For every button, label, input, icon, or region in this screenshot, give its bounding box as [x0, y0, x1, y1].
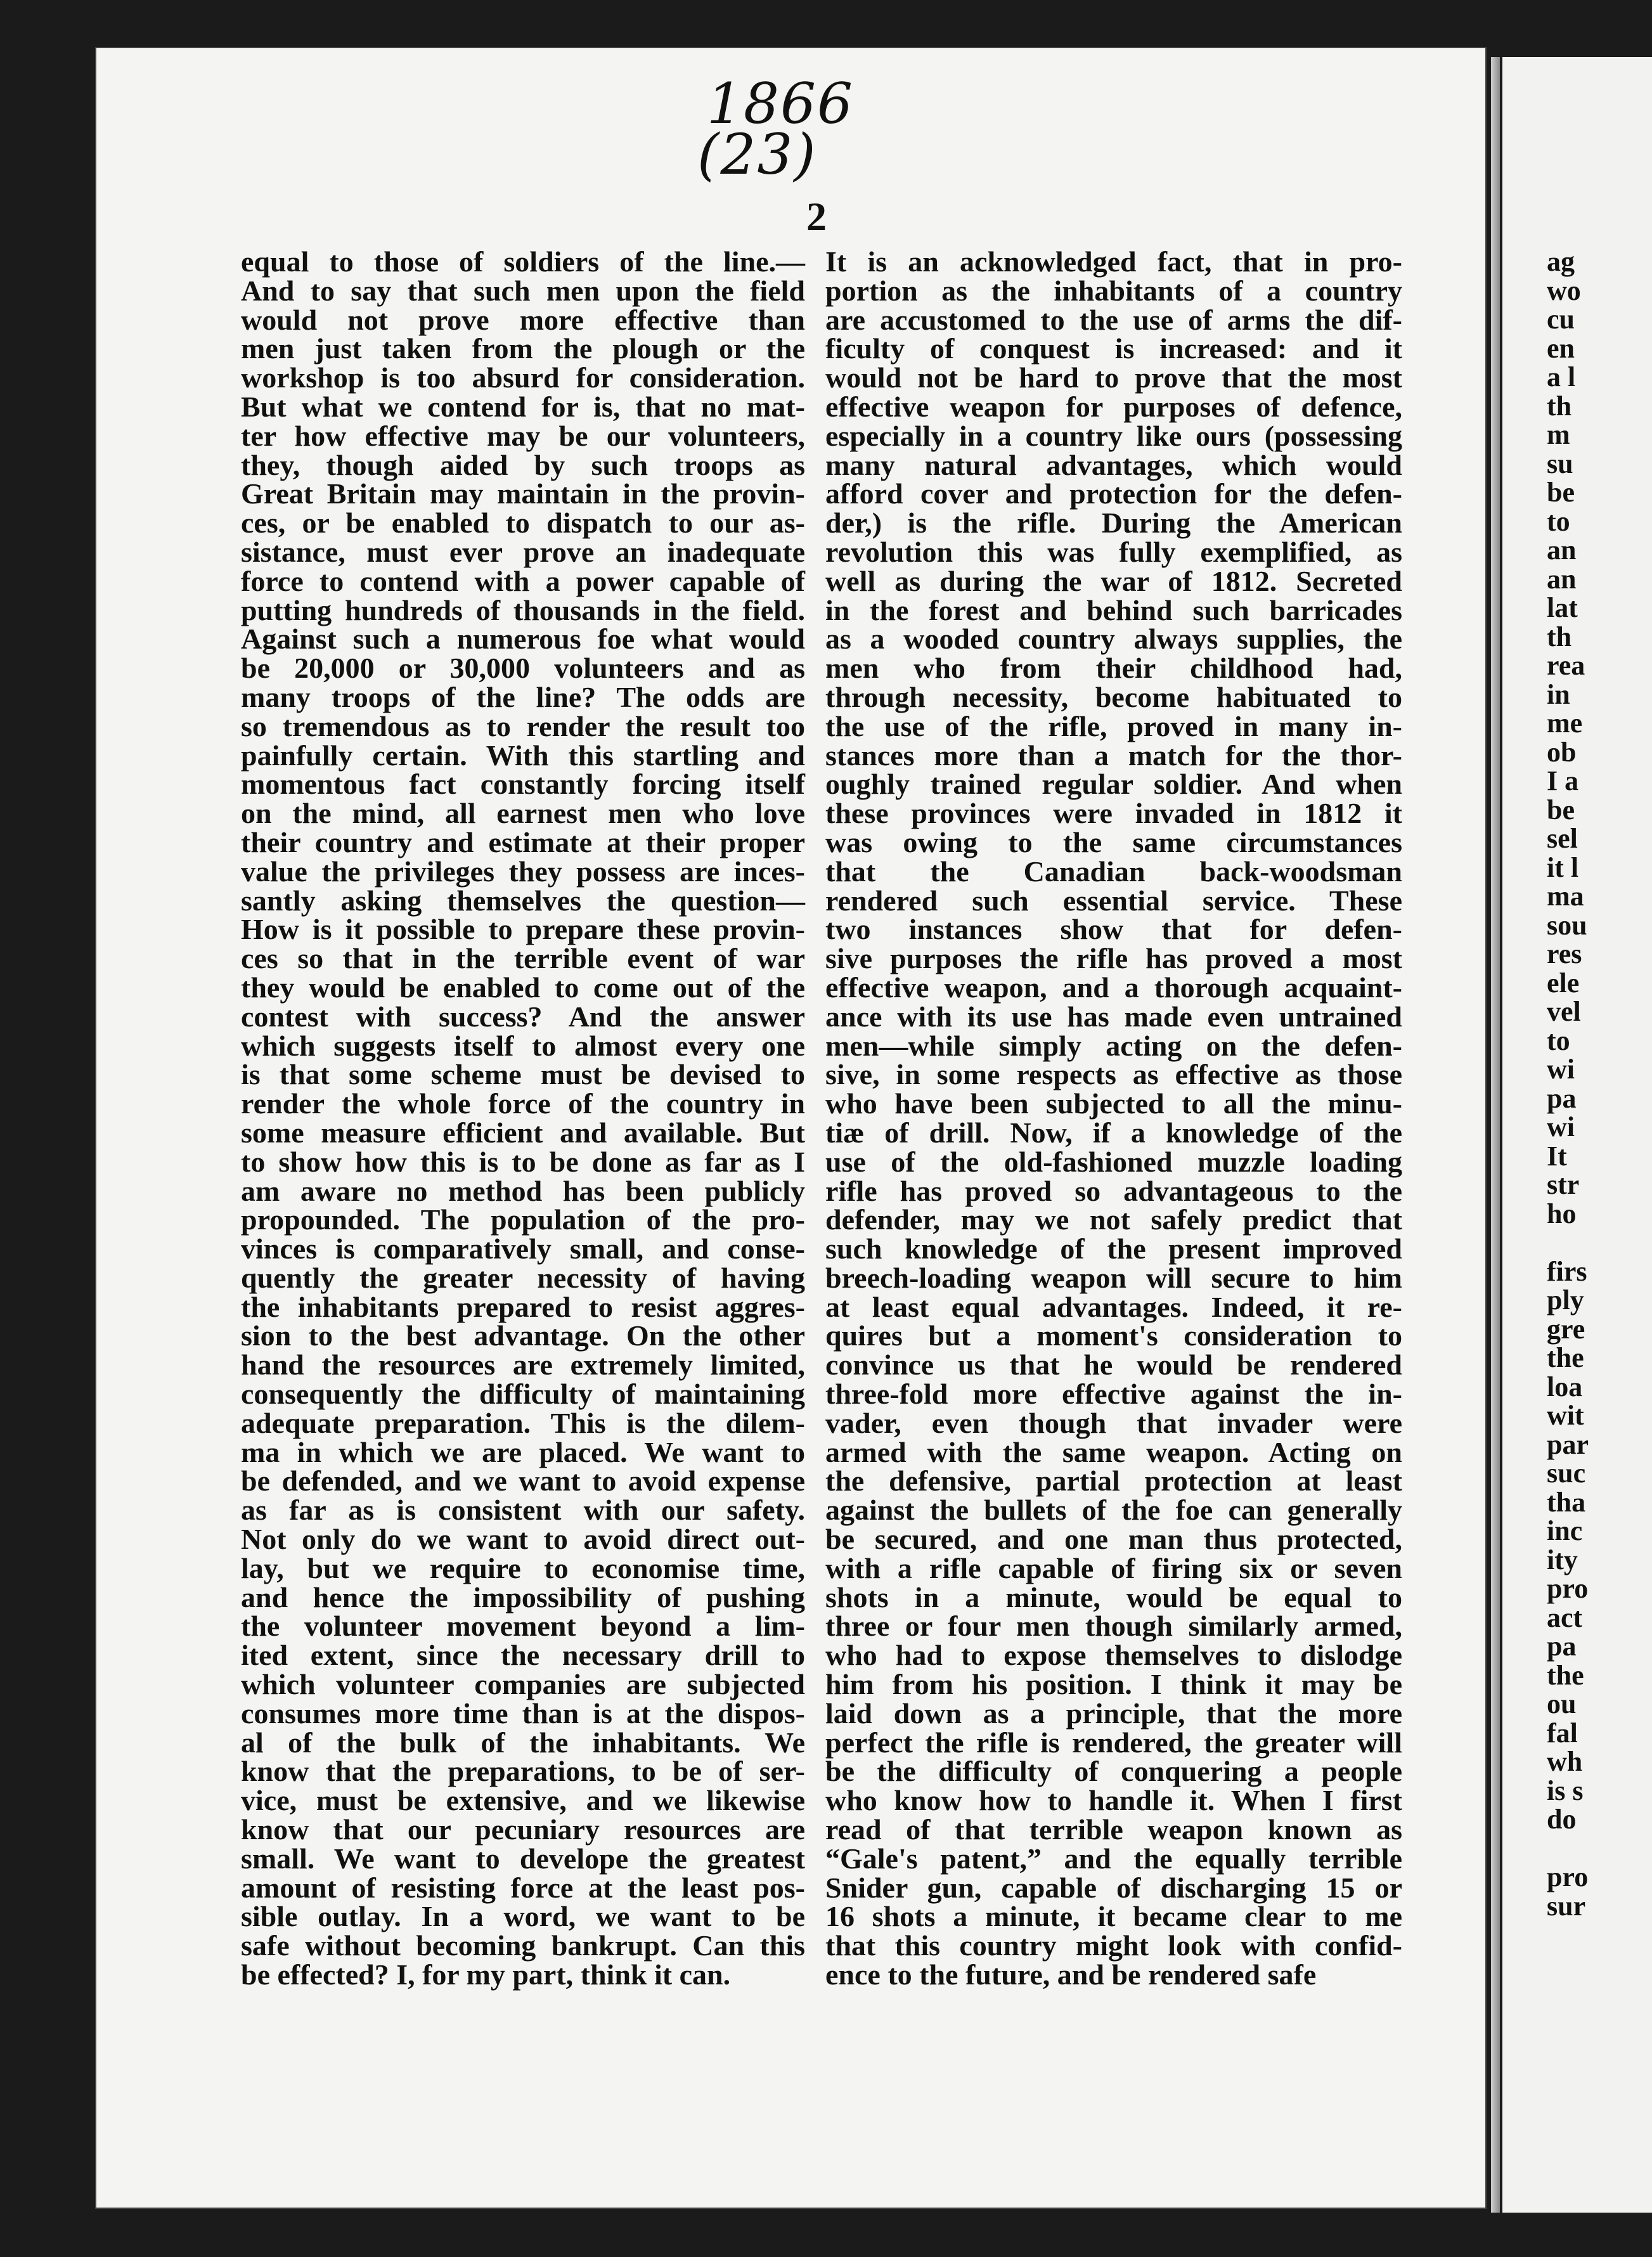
text-line: men just taken from the plough or the — [241, 332, 805, 365]
text-line: tiæ of drill. Now, if a knowledge of the — [825, 1116, 1402, 1149]
text-line: the use of the rifle, proved in many in- — [825, 709, 1402, 742]
text-line: be defended, and we want to avoid expense — [241, 1465, 805, 1497]
text-line: putting hundreds of thousands in the field. — [241, 593, 805, 626]
text-line: laid down as a principle, that the more — [825, 1697, 1402, 1730]
text-line: who have been subjected to all the minu- — [825, 1087, 1402, 1120]
adjacent-page-fragment: wi — [1547, 1054, 1575, 1085]
text-line: many natural advantages, which would — [825, 448, 1402, 481]
text-line: sive, in some respects as effective as those — [825, 1058, 1402, 1091]
text-line: And to say that such men upon the field — [241, 274, 805, 307]
adjacent-page-text — [1547, 247, 1589, 1920]
text-line: contest with success? And the answer — [241, 1000, 805, 1033]
adjacent-page-fragment: an — [1547, 534, 1577, 566]
text-line: momentous fact constantly forcing itself — [241, 768, 805, 801]
adjacent-page-fragment: loa — [1547, 1371, 1583, 1402]
text-line: on the mind, all earnest men who love — [241, 797, 805, 830]
text-column-right — [825, 247, 1402, 1989]
text-line: at least equal advantages. Indeed, it re- — [825, 1290, 1402, 1323]
handwritten-year: 1866 — [707, 71, 854, 136]
adjacent-page-fragment: th — [1547, 390, 1572, 422]
text-line: ence to the future, and be rendered safe — [825, 1958, 1317, 1991]
text-line: sistance, must ever prove an inadequate — [241, 535, 805, 568]
text-line: three or four men though similarly armed, — [825, 1610, 1402, 1643]
text-line: force to contend with a power capable of — [241, 564, 805, 597]
text-line: these provinces were invaded in 1812 it — [825, 797, 1402, 830]
adjacent-page-fragment: rea — [1547, 650, 1585, 681]
adjacent-page — [1502, 57, 1652, 2213]
text-line: are accustomed to the use of arms the dif- — [825, 303, 1402, 336]
text-line: they, though aided by such troops as — [241, 448, 805, 481]
adjacent-page-fragment — [1547, 1228, 1589, 1257]
text-line: defender, may we not safely predict that — [825, 1203, 1402, 1236]
text-line: men who from their childhood had, — [825, 652, 1402, 685]
adjacent-page-fragment: be — [1547, 794, 1575, 825]
text-line: vader, even though that invader were — [825, 1406, 1402, 1439]
text-line: shots in a minute, would be equal to — [825, 1581, 1402, 1614]
adjacent-page-fragment: ma — [1547, 881, 1584, 912]
adjacent-page-fragment: wi — [1547, 1111, 1575, 1142]
adjacent-page-fragment: ob — [1547, 736, 1577, 768]
text-line: ter how effective may be our volunteers, — [241, 419, 805, 452]
text-line: in the forest and behind such barricades — [825, 593, 1402, 626]
adjacent-page-fragment: wh — [1547, 1746, 1583, 1777]
adjacent-page-fragment: par — [1547, 1428, 1589, 1460]
text-line: that this country might look with confid- — [825, 1929, 1402, 1962]
text-line: to show how this is to be done as far as I — [241, 1145, 805, 1178]
text-line: him from his position. I think it may be — [825, 1668, 1402, 1701]
text-line: they would be enabled to come out of the — [241, 971, 805, 1004]
text-line: propounded. The population of the pro- — [241, 1203, 805, 1236]
adjacent-page-fragment: res — [1547, 938, 1582, 969]
text-line: sible outlay. In a word, we want to be — [241, 1900, 805, 1933]
adjacent-page-fragment — [1547, 1834, 1589, 1863]
adjacent-page-fragment: pro — [1547, 1861, 1589, 1892]
adjacent-page-fragment: a l — [1547, 361, 1576, 392]
text-line: three-fold more effective against the in- — [825, 1378, 1402, 1411]
text-line: workshop is too absurd for consideration. — [241, 361, 805, 394]
text-line: men—while simply acting on the defen- — [825, 1029, 1402, 1062]
adjacent-page-fragment: en — [1547, 332, 1575, 364]
adjacent-page-fragment: wo — [1547, 275, 1581, 306]
adjacent-page-fragment: suc — [1547, 1458, 1586, 1489]
text-line: consequently the difficulty of maintaining — [241, 1378, 805, 1411]
text-column-left — [241, 247, 805, 1989]
text-line: know that our pecuniary resources are — [241, 1813, 805, 1846]
adjacent-page-fragment: lat — [1547, 592, 1578, 623]
text-line: afford cover and protection for the defen- — [825, 477, 1402, 510]
adjacent-page-fragment: me — [1547, 708, 1583, 739]
adjacent-page-fragment: ag — [1547, 246, 1575, 277]
text-line: would not prove more effective than — [241, 303, 805, 336]
text-line: lay, but we require to economise time, — [241, 1551, 805, 1584]
text-line: use of the old-fashioned muzzle loading — [825, 1145, 1402, 1178]
adjacent-page-fragment: tha — [1547, 1486, 1586, 1518]
adjacent-page-fragment: pro — [1547, 1573, 1589, 1604]
text-line: It is an acknowledged fact, that in pro- — [825, 245, 1402, 278]
text-line: der,) is the rifle. During the American — [825, 507, 1402, 540]
handwritten-number: (23) — [697, 122, 817, 187]
adjacent-page-fragment: the — [1547, 1342, 1584, 1373]
text-line: would not be hard to prove that the most — [825, 361, 1402, 394]
text-line: How is it possible to prepare these provin- — [241, 913, 805, 946]
adjacent-page-fragment: su — [1547, 448, 1573, 479]
adjacent-page-fragment: do — [1547, 1804, 1577, 1835]
adjacent-page-fragment: ho — [1547, 1198, 1577, 1229]
text-line: rifle has proved so advantageous to the — [825, 1174, 1402, 1207]
adjacent-page-fragment: ele — [1547, 967, 1580, 999]
text-line: that the Canadian back-woodsman — [825, 855, 1402, 888]
adjacent-page-fragment: inc — [1547, 1515, 1583, 1546]
adjacent-page-fragment: sou — [1547, 909, 1587, 941]
adjacent-page-fragment: sel — [1547, 823, 1578, 854]
text-line: the defensive, partial protection at least — [825, 1465, 1402, 1497]
text-line: sion to the best advantage. On the other — [241, 1319, 805, 1352]
text-line: santly asking themselves the question— — [241, 884, 805, 917]
text-line: ance with its use has made even untrained — [825, 1000, 1402, 1033]
text-line: and hence the impossibility of pushing — [241, 1581, 805, 1614]
text-line: be 20,000 or 30,000 volunteers and as — [241, 652, 805, 685]
text-line: read of that terrible weapon known as — [825, 1813, 1402, 1846]
text-line: painfully certain. With this startling and — [241, 739, 805, 772]
adjacent-page-fragment: th — [1547, 621, 1572, 652]
adjacent-page-fragment: it l — [1547, 851, 1579, 883]
book-gutter — [1491, 57, 1500, 2213]
text-line: am aware no method has been publicly — [241, 1174, 805, 1207]
text-line: some measure efficient and available. But — [241, 1116, 805, 1149]
text-line: Against such a numerous foe what would — [241, 623, 805, 656]
adjacent-page-fragment: str — [1547, 1169, 1580, 1200]
text-line: portion as the inhabitants of a country — [825, 274, 1402, 307]
text-line: consumes more time than is at the dispos- — [241, 1697, 805, 1730]
text-line: small. We want to develope the greatest — [241, 1842, 805, 1875]
adjacent-page-fragment: ou — [1547, 1688, 1577, 1719]
text-line: value the privileges they possess are inces- — [241, 855, 805, 888]
text-line: ficulty of conquest is increased: and it — [825, 332, 1402, 365]
text-line: perfect the rifle is rendered, the greater will — [825, 1726, 1402, 1759]
text-line: as far as is consistent with our safety. — [241, 1494, 805, 1527]
adjacent-page-fragment: fal — [1547, 1717, 1578, 1749]
page-number: 2 — [806, 194, 827, 239]
text-line: which suggests itself to almost every one — [241, 1029, 805, 1062]
text-line: al of the bulk of the inhabitants. We — [241, 1726, 805, 1759]
text-line: armed with the same weapon. Acting on — [825, 1435, 1402, 1468]
adjacent-page-fragment: an — [1547, 563, 1577, 595]
text-line: especially in a country like ours (possessing — [825, 419, 1402, 452]
adjacent-page-fragment: be — [1547, 477, 1575, 508]
text-line: oughly trained regular soldier. And when — [825, 768, 1402, 801]
text-line: vinces is comparatively small, and conse- — [241, 1232, 805, 1265]
text-line: But what we contend for is, that no mat- — [241, 390, 805, 423]
adjacent-page-fragment: is s — [1547, 1775, 1584, 1806]
text-line: effective weapon, and a thorough acquaint- — [825, 971, 1402, 1004]
adjacent-page-fragment: pa — [1547, 1082, 1577, 1114]
adjacent-page-fragment: sur — [1547, 1890, 1586, 1922]
text-line: amount of resisting force at the least pos- — [241, 1871, 805, 1904]
text-line: revolution this was fully exemplified, as — [825, 535, 1402, 568]
text-line: safe without becoming bankrupt. Can this — [241, 1929, 805, 1962]
adjacent-page-fragment: m — [1547, 419, 1570, 450]
text-line: rendered such essential service. These — [825, 884, 1402, 917]
text-line: be the difficulty of conquering a people — [825, 1755, 1402, 1788]
text-line: ited extent, since the necessary drill to — [241, 1639, 805, 1672]
text-line: Great Britain may maintain in the provin- — [241, 477, 805, 510]
text-line: be secured, and one man thus protected, — [825, 1523, 1402, 1556]
adjacent-page-fragment: to — [1547, 1025, 1570, 1056]
text-line: convince us that he would be rendered — [825, 1348, 1402, 1381]
text-line: with a rifle capable of firing six or seven — [825, 1551, 1402, 1584]
text-line: quently the greater necessity of having — [241, 1261, 805, 1294]
text-line: quires but a moment's consideration to — [825, 1319, 1402, 1352]
adjacent-page-fragment: the — [1547, 1659, 1584, 1691]
text-line: “Gale's patent,” and the equally terrible — [825, 1842, 1402, 1875]
text-line: stances more than a match for the thor- — [825, 739, 1402, 772]
text-line: who had to expose themselves to dislodge — [825, 1639, 1402, 1672]
text-line: as a wooded country always supplies, the — [825, 623, 1402, 656]
text-line: ces so that in the terrible event of war — [241, 942, 805, 975]
adjacent-page-fragment: ity — [1547, 1544, 1578, 1575]
text-line: which volunteer companies are subjected — [241, 1668, 805, 1701]
text-line: two instances show that for defen- — [825, 913, 1402, 946]
adjacent-page-fragment: pa — [1547, 1631, 1577, 1662]
adjacent-page-fragment: vel — [1547, 996, 1581, 1027]
text-line: render the whole force of the country in — [241, 1087, 805, 1120]
text-line: the inhabitants prepared to resist aggres- — [241, 1290, 805, 1323]
adjacent-page-fragment: to — [1547, 505, 1570, 537]
text-line: be effected? I, for my part, think it can. — [241, 1958, 731, 1991]
adjacent-page-fragment: gre — [1547, 1313, 1585, 1345]
adjacent-page-fragment: firs — [1547, 1255, 1587, 1287]
adjacent-page-fragment: cu — [1547, 304, 1575, 335]
text-line: ma in which we are placed. We want to — [241, 1435, 805, 1468]
text-line: who know how to handle it. When I first — [825, 1784, 1402, 1817]
text-line: adequate preparation. This is the dilem- — [241, 1406, 805, 1439]
adjacent-page-fragment: ply — [1547, 1284, 1584, 1316]
adjacent-page-fragment: wit — [1547, 1400, 1584, 1431]
text-line: the volunteer movement beyond a lim- — [241, 1610, 805, 1643]
adjacent-page-fragment: act — [1547, 1601, 1583, 1633]
adjacent-page-fragment: It — [1547, 1140, 1567, 1172]
text-line: is that some scheme must be devised to — [241, 1058, 805, 1091]
text-line: against the bullets of the foe can generally — [825, 1494, 1402, 1527]
text-line: hand the resources are extremely limited, — [241, 1348, 805, 1381]
text-line: so tremendous as to render the result too — [241, 709, 805, 742]
text-line: many troops of the line? The odds are — [241, 680, 805, 713]
text-line: such knowledge of the present improved — [825, 1232, 1402, 1265]
text-line: 16 shots a minute, it became clear to me — [825, 1900, 1402, 1933]
text-line: through necessity, become habituated to — [825, 680, 1402, 713]
text-line: Not only do we want to avoid direct out- — [241, 1523, 805, 1556]
text-line: well as during the war of 1812. Secreted — [825, 564, 1402, 597]
adjacent-page-fragment: I a — [1547, 765, 1579, 796]
text-line: equal to those of soldiers of the line.— — [241, 245, 805, 278]
text-line: vice, must be extensive, and we likewise — [241, 1784, 805, 1817]
text-line: their country and estimate at their proper — [241, 825, 805, 858]
text-line: breech-loading weapon will secure to him — [825, 1261, 1402, 1294]
text-line: know that the preparations, to be of ser- — [241, 1755, 805, 1788]
text-line: ces, or be enabled to dispatch to our as- — [241, 507, 805, 540]
text-line: effective weapon for purposes of defence, — [825, 390, 1402, 423]
text-line: was owing to the same circumstances — [825, 825, 1402, 858]
text-line: sive purposes the rifle has proved a most — [825, 942, 1402, 975]
text-line: Snider gun, capable of discharging 15 or — [825, 1871, 1402, 1904]
adjacent-page-fragment: in — [1547, 678, 1570, 710]
